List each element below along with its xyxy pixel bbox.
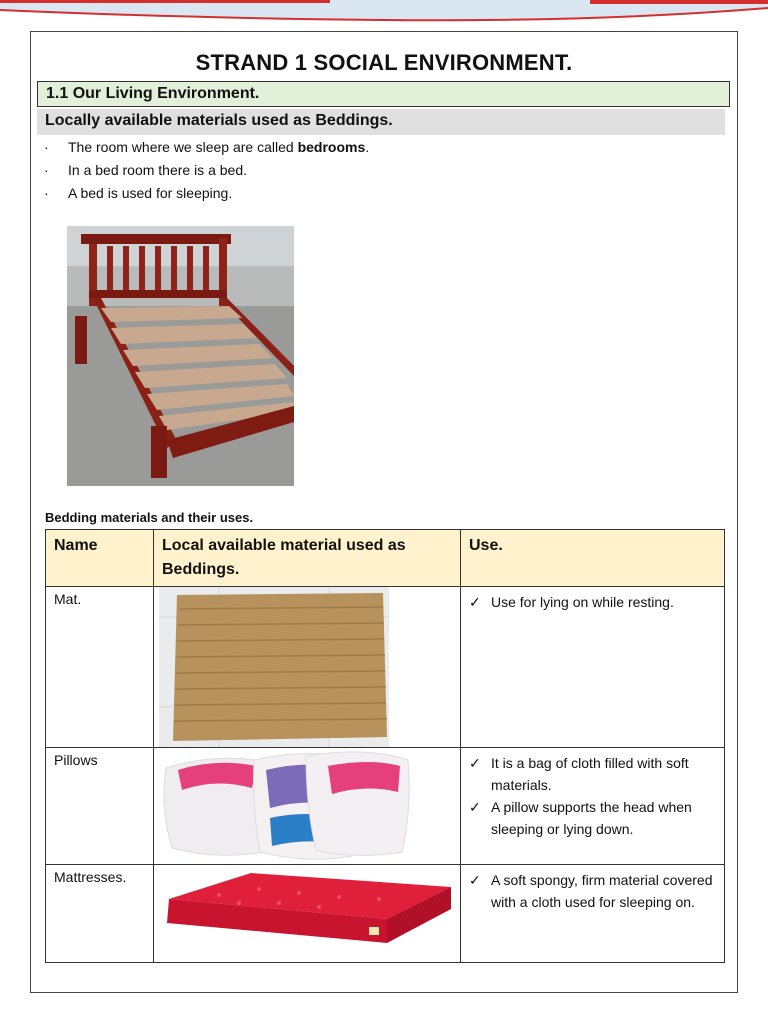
use-item: [469, 591, 716, 613]
use-cell: [461, 748, 725, 865]
sub-heading: Locally available materials used as Beddings.: [37, 109, 725, 135]
bullet-text: A bed is used for sleeping.: [68, 185, 233, 201]
wooden-bed-image: [67, 226, 294, 486]
pillows-image: [156, 748, 416, 860]
use-text: A pillow supports the head when sleeping or lying down.: [491, 799, 692, 837]
check-icon: ✓: [469, 755, 481, 771]
header-material: Local available material used as Beddings.: [154, 530, 461, 587]
table-row: [46, 587, 725, 748]
material-image-cell: [154, 865, 461, 963]
bullet-marker: ·: [44, 139, 49, 155]
row-name: Mattresses.: [46, 865, 154, 963]
check-icon: ✓: [469, 799, 481, 815]
intro-bullets: [44, 138, 369, 207]
page-title: STRAND 1 SOCIAL ENVIRONMENT.: [195, 50, 573, 75]
table-caption: Bedding materials and their uses.: [45, 510, 254, 525]
row-name: Pillows: [46, 748, 154, 865]
bullet-marker: ·: [44, 162, 49, 178]
section-heading: 1.1 Our Living Environment.: [37, 81, 730, 107]
check-icon: ✓: [469, 872, 481, 888]
bullet-marker: ·: [44, 185, 49, 201]
use-item: [469, 752, 716, 796]
header-decoration: [0, 0, 768, 28]
row-name: Mat.: [46, 587, 154, 748]
use-text: It is a bag of cloth filled with soft materials.: [491, 755, 689, 793]
use-text: Use for lying on while resting.: [491, 594, 674, 610]
material-image-cell: [154, 748, 461, 865]
header-use: Use.: [461, 530, 725, 587]
use-item: [469, 796, 716, 840]
bedding-materials-table: [45, 529, 725, 963]
bullet-text: In a bed room there is a bed.: [68, 162, 247, 178]
header-name: Name: [46, 530, 154, 587]
table-header-row: [46, 530, 725, 587]
use-text: A soft spongy, firm material covered with a cloth used for sleeping on.: [491, 872, 713, 910]
red-mattress-image: [159, 869, 453, 949]
bullet-item: [44, 184, 369, 207]
use-list: [469, 591, 716, 613]
use-cell: [461, 587, 725, 748]
table-row: [46, 748, 725, 865]
bullet-item: [44, 161, 369, 184]
table-row: [46, 865, 725, 963]
bullet-item: [44, 138, 369, 161]
bullet-text-end: .: [365, 139, 370, 155]
bullet-text: The room where we sleep are called: [68, 139, 298, 155]
coir-mat-image: [159, 587, 389, 747]
use-list: [469, 869, 716, 913]
bullet-bold: bedrooms: [297, 139, 366, 155]
use-cell: [461, 865, 725, 963]
use-item: [469, 869, 716, 913]
check-icon: ✓: [469, 594, 481, 610]
material-image-cell: [154, 587, 461, 748]
use-list: [469, 752, 716, 840]
